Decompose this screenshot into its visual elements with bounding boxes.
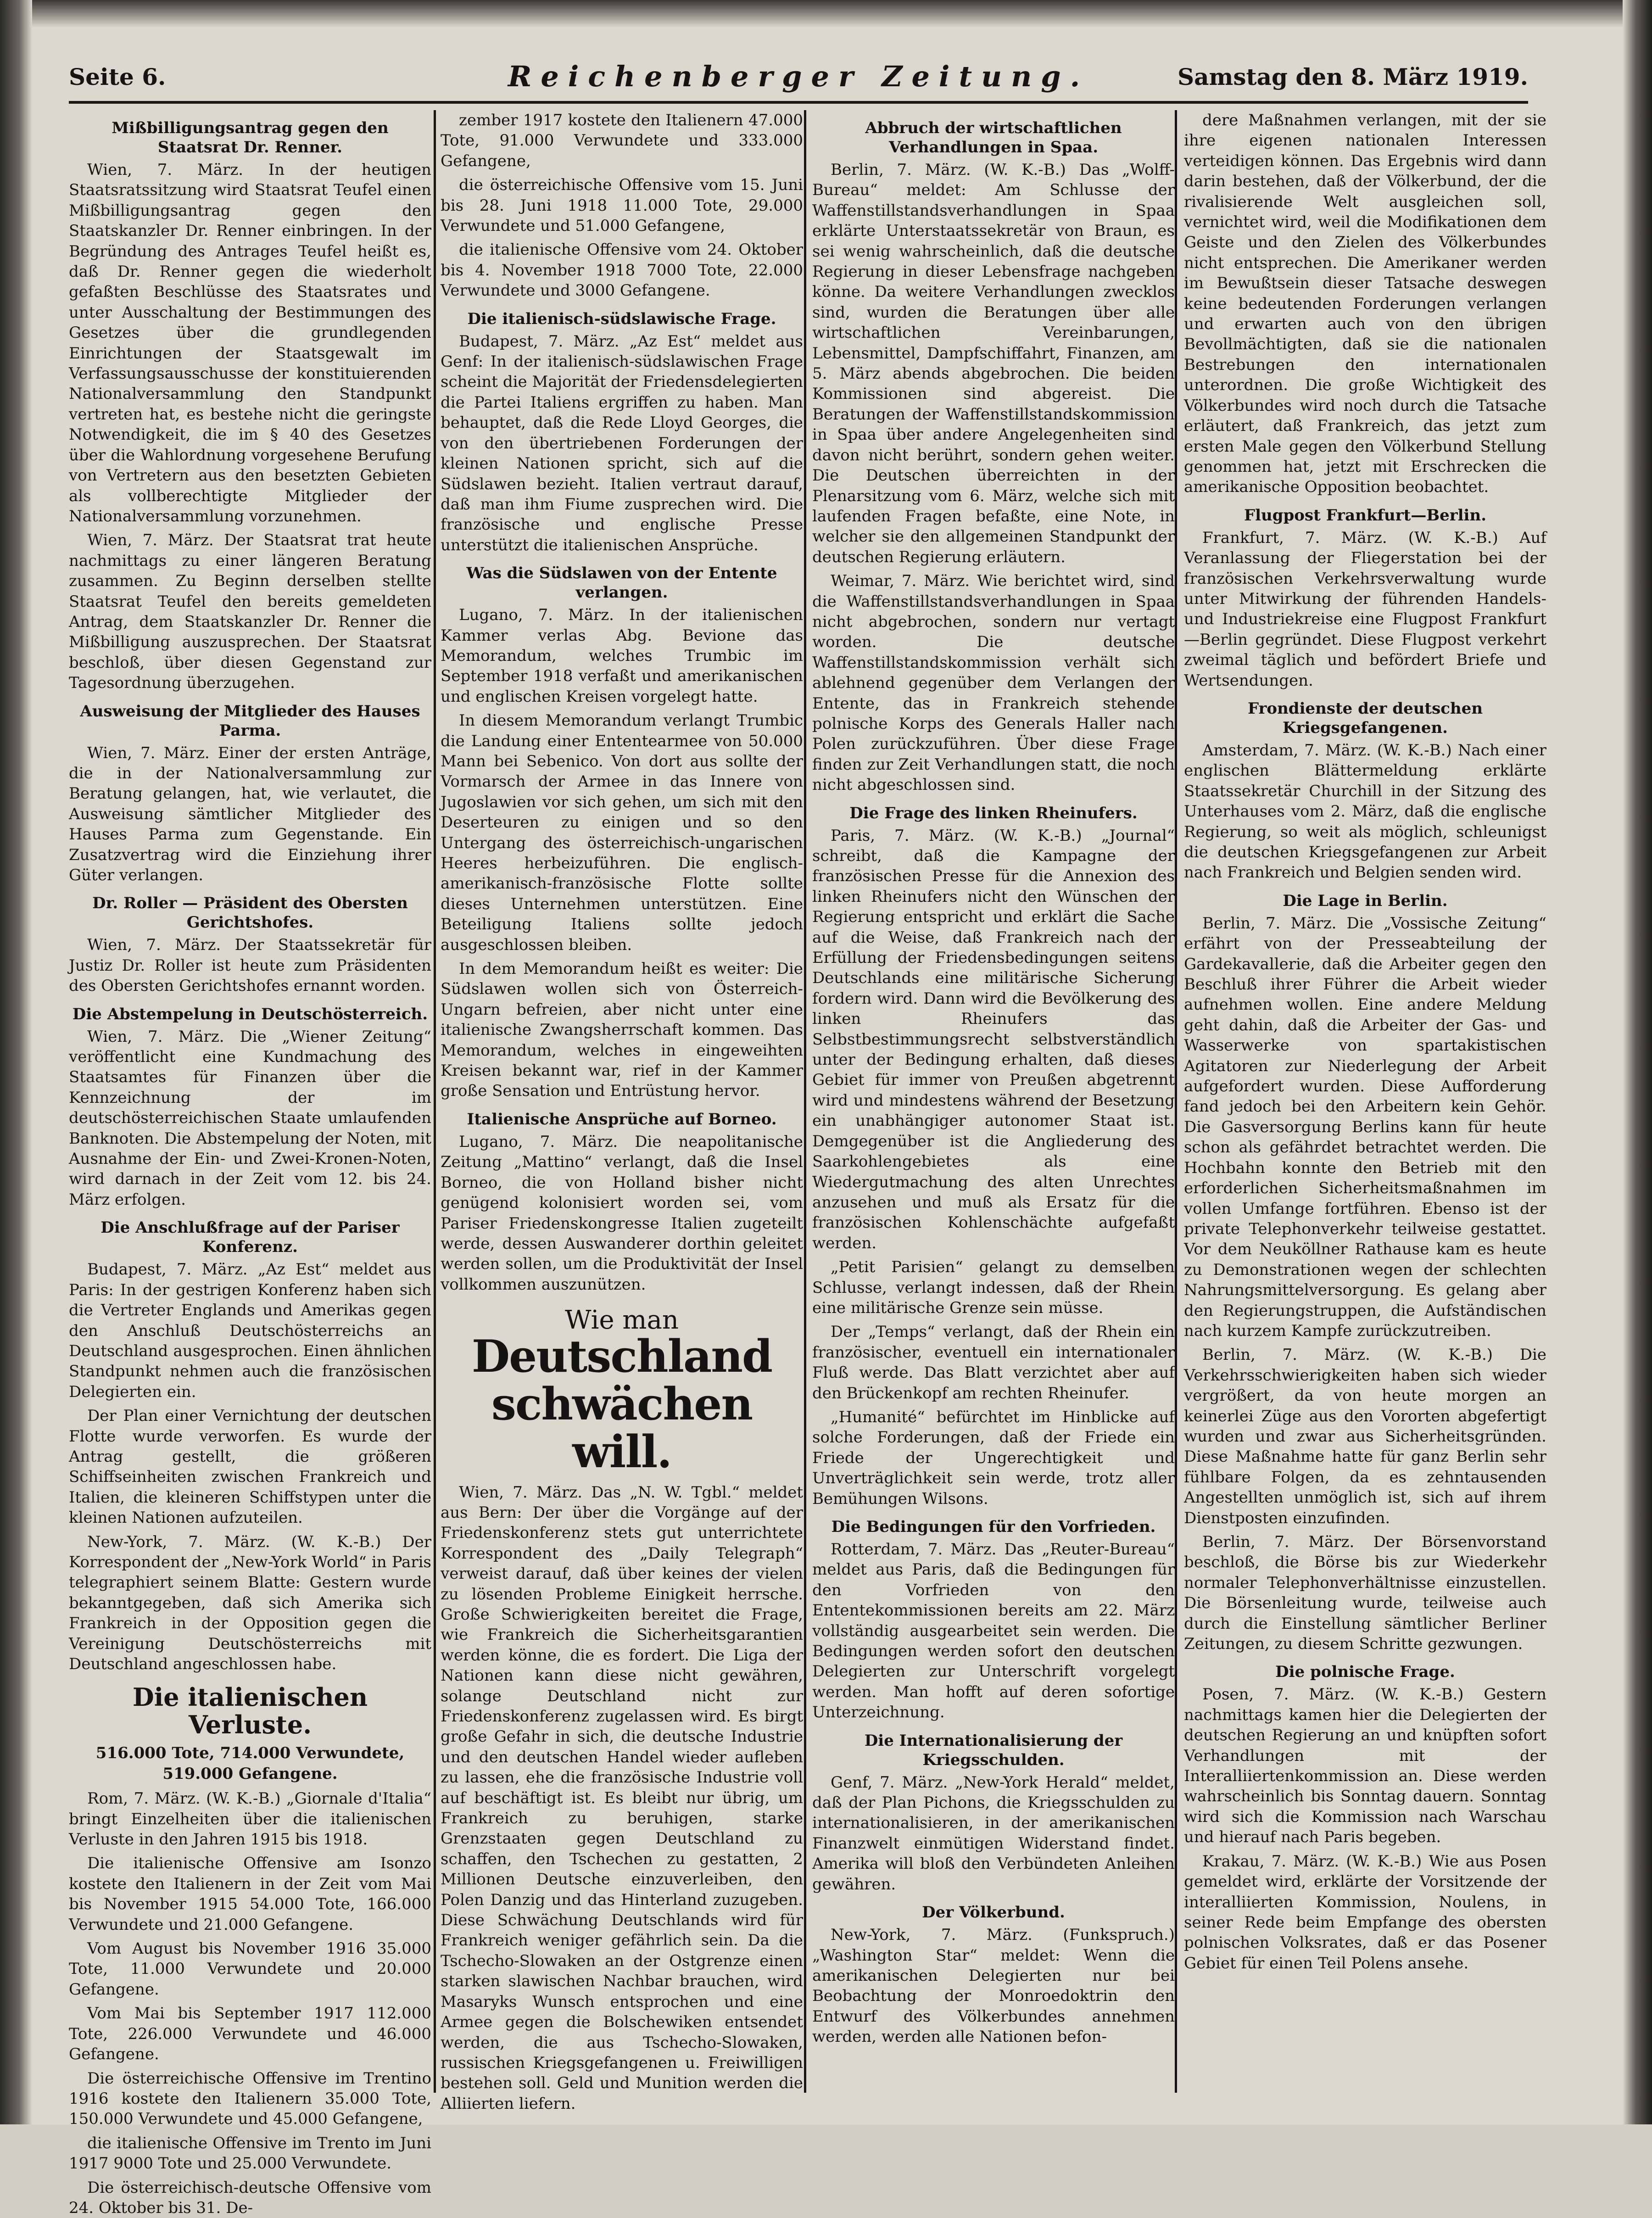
column-3 bbox=[812, 110, 1175, 2093]
paragraph: In diesem Memorandum verlangt Trumbic die Landung einer Ententearmee von 50.000 Mann bei Sebenico. Von dort aus sollte der Vormarsch der Armee in das Innere von Jugoslawien vor sich gehen, um sich mit den Deserteuren zu einigen und so den Untergang des österreichisch-ungarischen Heeres herbeizuführen. Die englisch-amerikanisch-französische Flotte sollte dieses Unternehmen unterstützen. Eine Beteiligung Italiens sollte jedoch ausgeschlossen bleiben. bbox=[441, 711, 803, 954]
headline: Der Völkerbund. bbox=[922, 1903, 1065, 1922]
scan-edge-right bbox=[1623, 0, 1652, 2124]
headline: Die Lage in Berlin. bbox=[1283, 891, 1448, 910]
paragraph: Berlin, 7. März. Die „Vossische Zeitung“ erfährt von der Presseabteilung der Gardekavallerie, daß die Arbeiter gegen den Beschluß ihrer Führer die Arbeit wieder aufnehmen wollen. Eine andere Meldung geht dahin, daß die Arbeiter der Gas- und Wasserwerke von spartakistischen Agitatoren zur Niederlegung der Arbeit aufgefordert wurden. Diese Aufforderung fand jedoch bei den Arbeitern kein Gehör. Die Gasversorgung Berlins kann für heute schon als gefährdet betrachtet werden. Die Hochbahn konnte den Betrieb mit den erforderlichen Sicherheitsmaßnahmen im vollen Umfange fortführen. Ebenso ist der private Telephonverkehr teilweise gestattet. Vor dem Neuköllner Rathause kam es heute zu Demonstrationen wegen der schlechten Nahrungsmittelversorgung. Es gelang aber den Regierungstruppen, die Aufständischen nach kurzem Kampfe zurückzutreiben. bbox=[1184, 914, 1546, 1340]
paragraph: zember 1917 kostete den Italienern 47.000 Tote, 91.000 Verwundete und 333.000 Gefangene, bbox=[441, 111, 803, 170]
column-4 bbox=[1184, 110, 1546, 2093]
headline: Die Abstempelung in Deutschösterreich. bbox=[72, 1005, 428, 1023]
paragraph: Berlin, 7. März. (W. K.-B.) Die Verkehrsschwierigkeiten haben sich wieder vergrößert, da von heute morgen an keinerlei Züge aus den Vororten abgefertigt wurden und zwar aus Sicherheitsgründen. Diese Maßnahme hatte für ganz Berlin sehr fühlbare Folgen, da es zehntausenden Angestellten unmöglich ist, sich auf ihrem Dienstposten einzufinden. bbox=[1184, 1346, 1546, 1527]
paragraph: New-York, 7. März. (W. K.-B.) Der Korrespondent der „New-York World“ in Paris telegraphiert seinem Blatte: Gestern wurde bekanntgegeben, daß sich Amerika sich Frankreich in der Opposition gegen die Vereinigung Deutschösterreichs mit Deutschland angeschlossen habe. bbox=[69, 1532, 431, 1673]
paragraph: Berlin, 7. März. (W. K.-B.) Das „Wolff-Bureau“ meldet: Am Schlusse der Waffenstillstandsverhandlungen in Spaa erklärte Unterstaatssekretär von Braun, es sei wenig wahrscheinlich, daß die deutsche Regierung in dieser Lebensfrage nachgeben könne. Da weitere Verhandlungen zwecklos sind, wurden die Beratungen über alle wirtschaftlichen Vereinbarungen, Lebensmittel, Dampfschiffahrt, Finanzen, am 5. März abends abgebrochen. Die beiden Kommissionen sind abgereist. Die Beratungen der Waffenstillstandskommission in Spaa über andere Angelegenheiten sind davon nicht berührt, sondern gehen weiter. Die Deutschen überreichten in der Plenarsitzung vom 6. März, welche sich mit laufenden Fragen befaßte, eine Note, in welcher sie den allgemeinen Standpunkt der deutschen Regierung erläutern. bbox=[812, 161, 1175, 566]
page-number: Seite 6. bbox=[69, 63, 166, 90]
page-header bbox=[69, 55, 1528, 104]
paragraph: Der Plan einer Vernichtung der deutschen Flotte wurde verworfen. Es wurde der Antrag gestellt, die größeren Schiffseinheiten zwischen Frankreich und Italien, die kleineren Schiffstypen unter die kleinen Nationen aufzuteilen. bbox=[69, 1407, 431, 1527]
paragraph: Vom August bis November 1916 35.000 Tote, 11.000 Verwundete und 20.000 Gefangene. bbox=[69, 1939, 431, 1999]
headline: Ausweisung der Mitglieder des Hauses Parma. bbox=[80, 702, 420, 740]
paragraph: New-York, 7. März. (Funkspruch.) „Washington Star“ meldet: Wenn die amerikanischen Delegierten nur bei Beobachtung der Monroedoktrin den Entwurf des Völkerbundes annehmen werden, werden alle Nationen befon- bbox=[812, 1926, 1175, 2046]
paragraph: Vom Mai bis September 1917 112.000 Tote, 226.000 Verwundete und 46.000 Gefangene. bbox=[69, 2004, 431, 2064]
paragraph: Wien, 7. März. In der heutigen Staatsratssitzung wird Staatsrat Teufel einen Mißbilligungsantrag gegen den Staatskanzler Dr. Renner einbringen. In der Begründung des Antrages Teufel heißt es, daß Dr. Renner gegen die wiederholt gefaßten Beschlüsse des Staatsrates und unter Ausschaltung der Bestimmungen des Gesetzes über die grundlegenden Einrichtungen der Staatsgewalt im Verfassungsausschusse der konstituierenden Nationalversammlung den Standpunkt vertreten hat, es bestehe nicht die geringste Notwendigkeit, die im § 40 des Gesetzes über die Wahlordnung vorgesehene Berufung von Vertretern aus den besetzten Gebieten als vollberechtigte Mitglieder der Nationalversammlung vorzunehmen. bbox=[69, 161, 431, 525]
headline: Die Bedingungen für den Vorfrieden. bbox=[831, 1518, 1156, 1536]
headline: Die italienisch-südslawische Frage. bbox=[467, 309, 776, 328]
paragraph: Frankfurt, 7. März. (W. K.-B.) Auf Veranlassung der Fliegerstation bei der französischen Verkehrsverwaltung wurde unter Mitwirkung der führenden Handels- und Industriekreise eine Flugpost Frankfurt—Berlin gegründet. Diese Flugpost verkehrt zweimal täglich und befördert Briefe und Wertsendungen. bbox=[1184, 528, 1546, 690]
paragraph: Rotterdam, 7. März. Das „Reuter-Bureau“ meldet aus Paris, daß die Bedingungen für den Vorfrieden von den Ententekommissionen bereits am 22. März vollständig ausgearbeitet sein werden. Die Bedingungen werden sofort den deutschen Delegierten zur Unterschrift vorgelegt werden. Man hofft auf deren sofortige Unterzeichnung. bbox=[812, 1540, 1175, 1722]
paragraph: Wien, 7. März. Die „Wiener Zeitung“ veröffentlicht eine Kundmachung des Staatsamtes für Finanzen über die Kennzeichnung der im deutschösterreichischen Staate umlaufenden Banknoten. Die Abstempelung der Noten, mit Ausnahme der Ein- und Zwei-Kronen-Noten, wird darnach in der Zeit vom 12. bis 24. März erfolgen. bbox=[69, 1027, 431, 1209]
paragraph: Krakau, 7. März. (W. K.-B.) Wie aus Posen gemeldet wird, erklärte der Vorsitzende der interalliierten Kommission, Noulens, in seiner Rede beim Empfange des obersten polnischen Volksrates, daß er das Posener Gebiet für einen Teil Polens ansehe. bbox=[1184, 1852, 1546, 1972]
scan-edge-top bbox=[0, 0, 1652, 28]
issue-date: Samstag den 8. März 1919. bbox=[1177, 63, 1528, 90]
headline: Dr. Roller — Präsident des Obersten Gerichtshofes. bbox=[92, 894, 408, 932]
paragraph: Rom, 7. März. (W. K.-B.) „Giornale d'Italia“ bringt Einzelheiten über die italienischen Verluste in den Jahren 1915 bis 1918. bbox=[69, 1789, 431, 1849]
headline: Was die Südslawen von der Entente verlangen. bbox=[466, 564, 777, 602]
headline: Die polnische Frage. bbox=[1275, 1663, 1455, 1682]
masthead-title: Reichenberger Zeitung. bbox=[508, 60, 1089, 93]
paragraph: Die italienische Offensive am Isonzo kostete den Italienern in der Zeit vom Mai bis November 1915 54.000 Tote, 166.000 Verwundete und 21.000 Gefangene. bbox=[69, 1854, 431, 1934]
paragraph: Lugano, 7. März. Die neapolitanische Zeitung „Mattino“ verlangt, daß die Insel Borneo, die von Holland bisher nicht genügend kolonisiert worden sei, vom Pariser Friedenskongresse Italien zugeteilt werde, dessen Auswanderer dorthin geleitet werden sollen, um die Produktivität der Insel vollkommen auszunützen. bbox=[441, 1132, 803, 1294]
paragraph: „Petit Parisien“ gelangt zu demselben Schlusse, verlangt indessen, daß der Rhein eine militärische Grenze sein müsse. bbox=[812, 1258, 1175, 1317]
paragraph: Paris, 7. März. (W. K.-B.) „Journal“ schreibt, daß die Kampagne der französischen Presse für die Annexion des linken Rheinufers nicht den Wünschen der Regierung entspricht und erklärt die Sache auf die Weise, daß Frankreich nach der Erfüllung der Friedensbedingungen seitens Deutschlands eine militärische Sicherung fordern wird. Dann wird die Bevölkerung des linken Rheinufers das Selbstbestimmungsrecht selbstverständlich unter der Bedingung erhalten, daß dieses Gebiet für immer von Preußen abgetrennt wird und mindestens während der Besetzung ein unabhängiger autonomer Staat ist. Demgegenüber ist die Angliederung des Saarkohlengebietes als eine Wiedergutmachung des alten Unrechtes anzusehen und muß als Ersatz für die französischen Kohlenschächte aufgefaßt werden. bbox=[812, 826, 1175, 1252]
column-1 bbox=[69, 110, 431, 2217]
paragraph: Budapest, 7. März. „Az Est“ meldet aus Paris: In der gestrigen Konferenz haben sich die Vertreter Englands und Amerikas gegen den Anschluß Deutschösterreichs an Deutschland ausgesprochen. Einen ähnlichen Standpunkt nehmen auch die französischen Delegierten ein. bbox=[69, 1260, 431, 1401]
headline: Flugpost Frankfurt—Berlin. bbox=[1244, 506, 1487, 525]
scan-edge-left bbox=[0, 0, 32, 2124]
paragraph: Die österreichische Offensive im Trentino 1916 kostete den Italienern 35.000 Tote, 150.000 Verwundete und 45.000 Gefangene, bbox=[69, 2069, 431, 2129]
paragraph: Genf, 7. März. „New-York Herald“ meldet, daß der Plan Pichons, die Kriegsschulden zu internationalisieren, in der amerikanischen Finanzwelt einmütigen Widerstand findet. Amerika will bloß den Verbündeten Anleihen gewähren. bbox=[812, 1773, 1175, 1894]
headline: Die Frage des linken Rheinufers. bbox=[849, 804, 1138, 822]
column-rule bbox=[804, 110, 806, 2093]
paragraph: die italienische Offensive im Trento im Juni 1917 9000 Tote und 25.000 Verwundete. bbox=[69, 2134, 431, 2173]
paragraph: „Humanité“ befürchtet im Hinblicke auf solche Forderungen, daß der Friede ein Friede der Ungerechtigkeit und Unverträglichkeit sein werde, trotz aller Bemühungen Wilsons. bbox=[812, 1408, 1175, 1508]
paragraph: Wien, 7. März. Das „N. W. Tgbl.“ meldet aus Bern: Der über die Vorgänge auf der Friedenskonferenz stets gut unterrichtete Korrespondent des „Daily Telegraph“ verweist darauf, daß über keines der vielen zu lösenden Probleme Einigkeit herrsche. Große Schwierigkeiten bereitet die Frage, wie Frankreich die Sicherheitsgarantien werden könne, die es fordert. Die Liga der Nationen kann diese nicht gewähren, solange Deutschland nicht zur Friedenskonferenz zugelassen wird. Es birgt große Gefahr in sich, die deutsche Industrie und den deutschen Handel wieder aufleben zu lassen, ehe die französische Industrie voll auf beschäftigt ist. Es bleibt nur übrig, um Frankreich zu beruhigen, starke Grenzstaaten gegen Deutschland zu schaffen, den Tschechen zu gestatten, 2 Millionen Deutsche einzuverleiben, den Polen Danzig und das Hinterland zuzugeben. Diese Schwächung Deutschlands wird für Frankreich weniger gefährlich sein. Da die Tschecho-Slowaken an der Ostgrenze einen starken slawischen Nachbar brauchen, wird Masaryks Wunsch entsprochen und eine Armee gegen die Bolschewiken entsendet werden, die aus Tschecho-Slowaken, russischen Kriegsgefangenen u. Freiwilligen bestehen soll. Geld und Munition werden die Alliierten liefern. bbox=[441, 1483, 803, 2113]
paragraph: Wien, 7. März. Der Staatssekretär für Justiz Dr. Roller ist heute zum Präsidenten des Obersten Gerichtshofes ernannt worden. bbox=[69, 936, 431, 995]
paragraph: Der „Temps“ verlangt, daß der Rhein ein französischer, eventuell ein internationaler Fluß werde. Das Blatt verzichtet aber auf den Brückenkopf am rechten Rheinufer. bbox=[812, 1323, 1175, 1402]
paragraph: Wien, 7. März. Der Staatsrat trat heute nachmittags zu einer längeren Beratung zusammen. Zu Beginn derselben stellte Staatsrat Teufel den bereits gemeldeten Antrag, dem Staatskanzler Dr. Renner die Mißbilligung auszusprechen. Der Staatsrat beschloß, über diesen Gegenstand zur Tagesordnung überzugehen. bbox=[69, 531, 431, 693]
paragraph: dere Maßnahmen verlangen, mit der sie ihre eigenen nationalen Interessen verteidigen können. Das Ergebnis wird dann darin bestehen, daß der Völkerbund, der die rivalisierende Welt ausgleichen soll, vernichtet wird, weil die Modifikationen dem Geiste und den Zielen des Völkerbundes nicht entsprechen. Die Amerikaner werden im Bewußtsein dieser Tatsache deswegen keine bedeutenden Forderungen verlangen und erwarten auch von den übrigen Bevollmächtigten, daß sie die nationalen Bestrebungen den internationalen unterordnen. Die große Wichtigkeit des Völkerbundes wird noch durch die Tatsache erläutert, daß Frankreich, das jetzt zum ersten Male gegen den Völkerbund Stellung genommen hat, jetzt mit Erschrecken die amerikanische Opposition beobachtet. bbox=[1184, 111, 1546, 497]
subheadline: 516.000 Tote, 714.000 Verwundete, 519.000 Gefangene. bbox=[95, 1744, 405, 1783]
headline: Italienische Ansprüche auf Borneo. bbox=[467, 1110, 777, 1129]
headline: Die Internationalisierung der Kriegsschulden. bbox=[864, 1731, 1123, 1769]
paragraph: Die österreichisch-deutsche Offensive vom 24. Oktober bis 31. De- bbox=[69, 2178, 431, 2217]
paragraph: Budapest, 7. März. „Az Est“ meldet aus Genf: In der italienisch-südslawischen Frage scheint die Majorität der Friedensdelegierten die Partei Italiens ergriffen zu haben. Man behauptet, daß die Rede Lloyd Georges, die von den übertriebenen Forderungen der kleinen Nationen spricht, sich auf die Südslawen bezieht. Italien vertraut darauf, daß man ihm Fiume zusprechen wird. Die französische und englische Presse unterstützt die italienischen Ansprüche. bbox=[441, 332, 803, 554]
paragraph: Amsterdam, 7. März. (W. K.-B.) Nach einer englischen Blättermeldung erklärte Staatssekretär Churchill in der Sitzung des Unterhauses vom 2. März, daß die englische Regierung, so weit als möglich, schleunigst die deutschen Kriegsgefangenen zur Arbeit nach Frankreich und Belgien senden wird. bbox=[1184, 741, 1546, 882]
column-rule bbox=[434, 110, 436, 2093]
section-headline: Die italienischen Verluste. bbox=[132, 1682, 368, 1740]
banner-headline: Deutschland schwächen will. bbox=[471, 1330, 772, 1478]
paragraph: Weimar, 7. März. Wie berichtet wird, sind die Waffenstillstandsverhandlungen in Spaa nicht abgebrochen, sondern nur vertagt worden. Die deutsche Waffenstillstandskommission verhält sich ablehnend gegenüber dem Verlangen der Entente, das in Frankreich stehende polnische Korps des Generals Haller nach Polen zurückzuführen. Über diese Frage finden zur Zeit Verhandlungen statt, die noch nicht abgeschlossen sind. bbox=[812, 572, 1175, 794]
column-rule bbox=[1175, 110, 1177, 2093]
column-2 bbox=[441, 110, 803, 2113]
headline: Frondienste der deutschen Kriegsgefangenen. bbox=[1247, 699, 1483, 737]
paragraph: die österreichische Offensive vom 15. Juni bis 28. Juni 1918 11.000 Tote, 29.000 Verwundete und 51.000 Gefangene, bbox=[441, 176, 803, 235]
paragraph: die italienische Offensive vom 24. Oktober bis 4. November 1918 7000 Tote, 22.000 Verwundete und 3000 Gefangene. bbox=[441, 240, 803, 300]
headline: Mißbilligungsantrag gegen den Staatsrat Dr. Renner. bbox=[112, 119, 389, 156]
paragraph: In dem Memorandum heißt es weiter: Die Südslawen wollen sich von Österreich-Ungarn befreien, aber nicht unter eine italienische Zwangsherrschaft kommen. Das Memorandum, welches in eingeweihten Kreisen bekannt war, rief in der Kammer große Sensation und Entrüstung hervor. bbox=[441, 960, 803, 1101]
headline: Die Anschlußfrage auf der Pariser Konferenz. bbox=[100, 1218, 400, 1257]
headline: Abbruch der wirtschaftlichen Verhandlungen in Spaa. bbox=[865, 119, 1122, 156]
kicker-headline: Wie man bbox=[565, 1305, 679, 1335]
paragraph: Wien, 7. März. Einer der ersten Anträge, die in der Nationalversammlung zur Beratung gelangen, hat, wie verlautet, die Ausweisung sämtlicher Mitglieder des Hauses Parma zum Gegenstande. Ein Zusatzvertrag wird die Einziehung ihrer Güter verlangen. bbox=[69, 743, 431, 884]
paragraph: Berlin, 7. März. Der Börsenvorstand beschloß, die Börse bis zur Wiederkehr normaler Telephonverhältnisse einzustellen. Die Börsenleitung wurde, teilweise auch durch die Einstellung sämtlicher Berliner Zeitungen, zu diesem Schritte gezwungen. bbox=[1184, 1533, 1546, 1654]
paragraph: Lugano, 7. März. In der italienischen Kammer verlas Abg. Bevione das Memorandum, welches Trumbic im September 1918 verfaßt und amerikanischen und englischen Kreisen vorgelegt hatte. bbox=[441, 606, 803, 706]
paragraph: Posen, 7. März. (W. K.-B.) Gestern nachmittags kamen hier die Delegierten der deutschen Regierung an und knüpften sofort Verhandlungen mit der Interalliiertenkommission an. Diese werden wahrscheinlich bis Sonntag dauern. Sonntag wird sich die Kommission nach Warschau und hierauf nach Paris begeben. bbox=[1184, 1685, 1546, 1847]
